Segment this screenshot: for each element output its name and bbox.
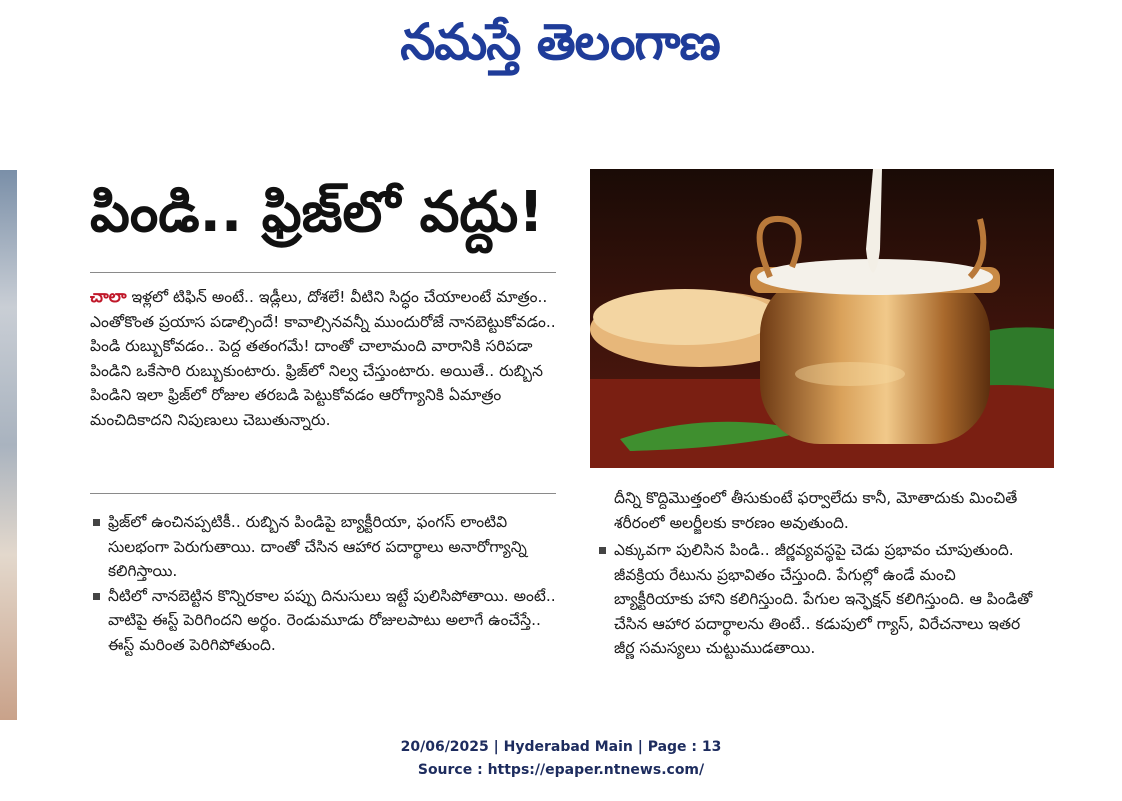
article-photo-batter-pot (590, 169, 1054, 468)
article-intro (90, 285, 556, 433)
right-bullet-list (598, 538, 1038, 661)
bullet-item: ఎక్కువగా పులిసిన పిండి.. జీర్ణవ్యవస్థపై చెడు ప్రభావం చూపుతుంది. జీవక్రియ రేటును ప్రభావితం చేస్తుంది. పేగుల్లో ఉండే మంచి బ్యాక్టీరియాకు హాని కలిగిస్తుంది. పేగుల ఇన్ఫెక్షన్ కలిగిస్తుంది. ఆ పిండితో చేసిన ఆహార పదార్థాలను తింటే.. కడుపులో గ్యాస్, విరేచనాలు ఇతర జీర్ణ సమస్యలు చుట్టుముడతాయి. (598, 538, 1038, 661)
continuation-text: దీన్ని కొద్దిమొత్తంలో తీసుకుంటే ఫర్వాలేదు కానీ, మోతాదుకు మించితే శరీరంలో అలర్జీలకు కారణం అవుతుంది. (614, 489, 1018, 532)
intro-text: ఇళ్లలో టిఫిన్ అంటే.. ఇడ్లీలు, దోశలే! వీటిని సిద్ధం చేయాలంటే మాత్రం.. ఎంతోకొంత ప్రయాస పడాల్సిందే! కావాల్సినవన్నీ ముందురోజే నానబెట్టుకోవడం.. పిండి రుబ్బుకోవడం.. పెద్ద తతంగమే! దాంతో చాలామంది వారానికి సరిపడా పిండిని ఒకేసారి రుబ్బుకుంటారు. ఫ్రిజ్‌లో నిల్వ చేస్తుంటారు. అయితే.. రుబ్బిన పిండిని ఇలా ఫ్రిజ్‌లో రోజుల తరబడి పెట్టుకోవడం ఆరోగ్యానికి ఏమాత్రం మంచిదికాదని నిపుణులు చెబుతున్నారు. (90, 288, 556, 429)
divider (90, 272, 556, 273)
intro-kicker: చాలా (90, 287, 127, 307)
bullet-item: ఫ్రిజ్‌లో ఉంచినప్పటికీ.. రుబ్బిన పిండిపై బ్యాక్టీరియా, ఫంగస్ లాంటివి సులభంగా పెరుగుతాయి. దాంతో చేసిన ఆహార పదార్థాలు అనారోగ్యాన్ని కలిగిస్తాయి. (92, 510, 558, 584)
bullet-item: నీటిలో నానబెట్టిన కొన్నిరకాల పప్పు దినుసులు ఇట్టే పులిసిపోతాయి. అంటే.. వాటిపై ఈస్ట్ పెరిగిందని అర్థం. రెండుమూడు రోజులపాటు అలాగే ఉంచేస్తే.. ఈస్ట్ మరింత పెరిగిపోతుంది. (92, 584, 558, 658)
divider (90, 493, 556, 494)
newspaper-masthead: నమస్తే తెలంగాణ (400, 13, 720, 71)
adjacent-column-image-strip (0, 170, 17, 720)
left-bullet-list (92, 510, 558, 658)
source-line: Source : https://epaper.ntnews.com/ (417, 762, 705, 778)
article-headline: పిండి.. ఫ్రిజ్‌లో వద్దు! (90, 180, 544, 245)
batter-pot-illustration (590, 169, 1054, 468)
edition-info: 20/06/2025 | Hyderabad Main | Page : 13 (400, 739, 722, 755)
